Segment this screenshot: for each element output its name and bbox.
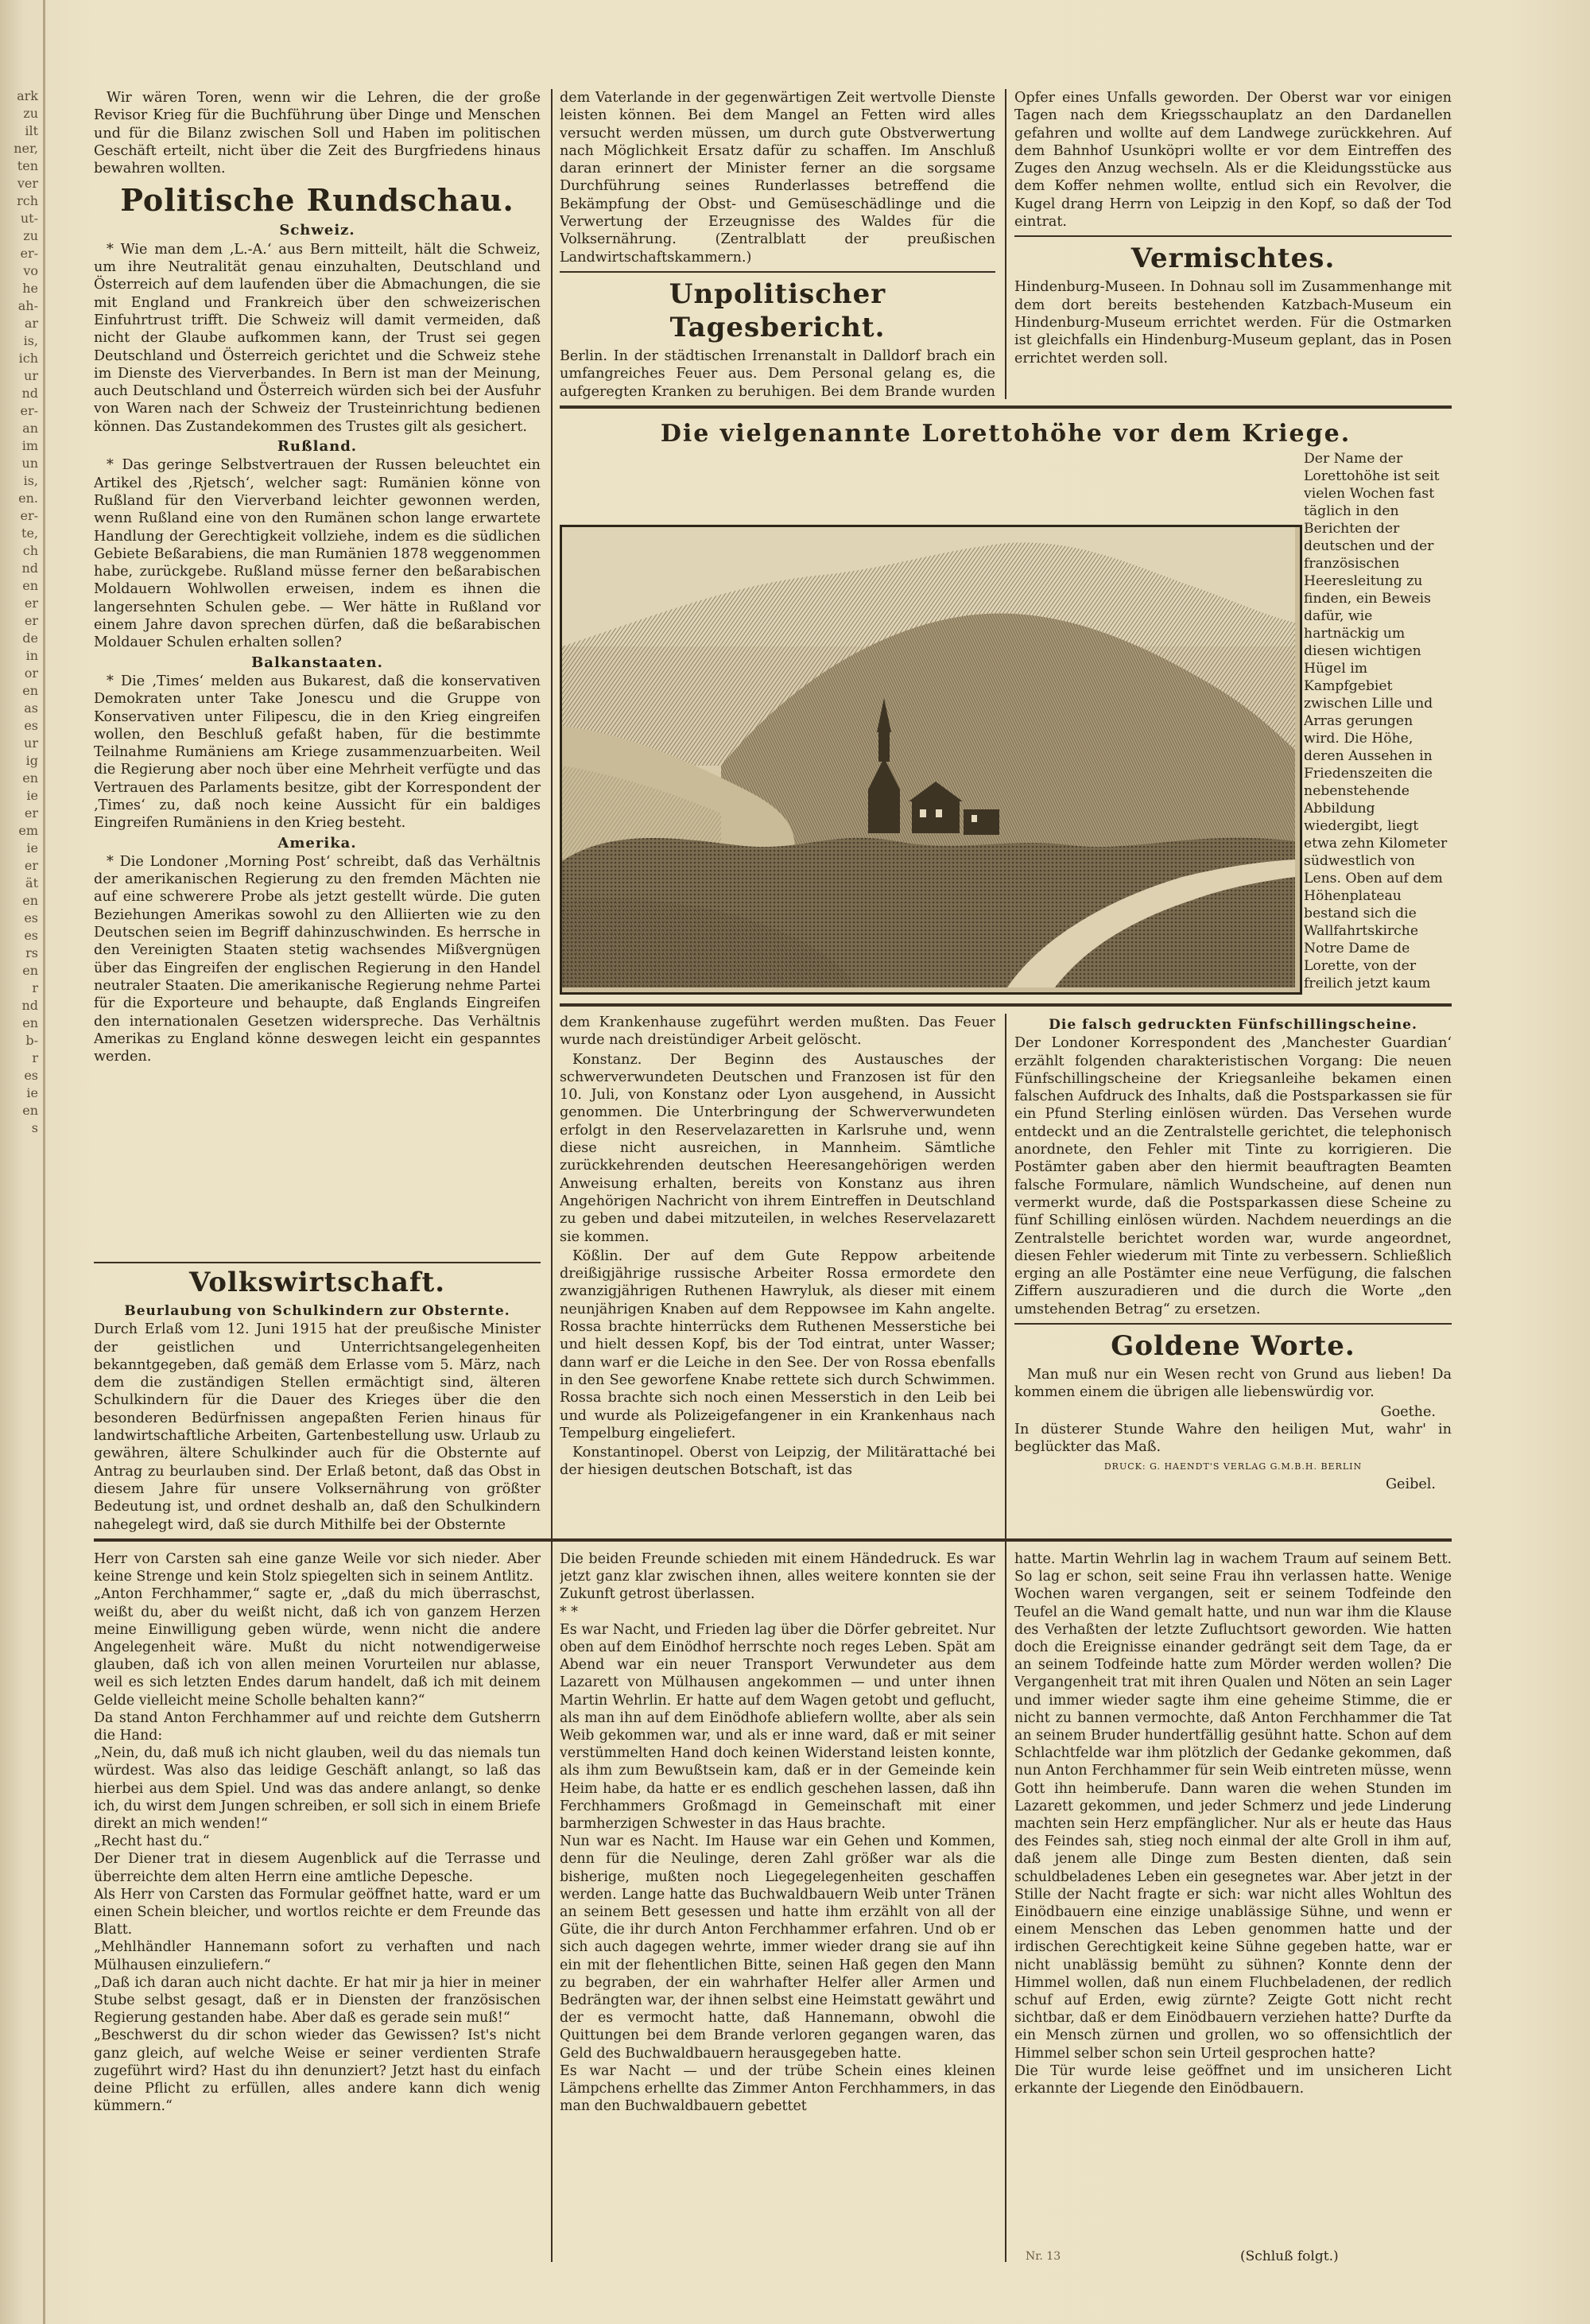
margin-fragment: r — [32, 1050, 38, 1065]
goethe-author: Goethe. — [1380, 1403, 1436, 1420]
margin-fragment: er — [24, 613, 38, 628]
margin-fragment: b- — [25, 1033, 38, 1048]
konstantinopel-continuation: Opfer eines Unfalls geworden. Der Oberst war vor einigen Tagen nach dem Kriegsschauplatz an den Dardanellen gefahren und wollte auf dem Landwege zurückkehren. Auf dem Bahnhof Usunköpri wollte er vor dem Eintreffen des Zuges den Anzug wechseln. Als er die Kleidungsstücke aus dem Koffer nehmen wollte, entlud sich ein Revolver, die Kugel drang Herrn von Leipzig in den Kopf, so daß der Tod eintrat. — [1014, 90, 1452, 231]
margin-fragment: zu — [23, 228, 38, 243]
margin-fragment: en — [22, 683, 38, 698]
facing-page-margin — [0, 0, 40, 2324]
russland-paragraph: * Das geringe Selbstvertrauen der Russen beleuchtet ein Artikel des ‚Rjetsch‘, welcher sagt: Rumänien könne von Rußland für den Vierverband leichter gewonnen werden, wenn Rußland eine von den Rumänen schon lange erwartete Handlung der Gerechtigkeit vollziehe, indem es die südlichen Gebiete Beßarabiens, die man Rumänien 1878 weggenommen habe, zurückgebe. Rußland müsse ferner den beßarabischen Moldauern Wohlwollen erweisen, indem es ihnen die langersehnten Schulen gebe. — Wer hätte in Rußland vor einem Jahre davon sprechen dürfen, daß die beßarabischen Moldauer Schulen erhalten sollen? — [94, 457, 541, 651]
column-volkswirtschaft — [94, 1266, 541, 1560]
geibel-quote: In düsterer Stunde Wahre den heiligen Mut, wahr' in beglückter das Maß. — [1014, 1421, 1452, 1456]
margin-fragment: ten — [17, 158, 38, 173]
margin-fragment: er- — [20, 246, 38, 261]
margin-fragment: en — [22, 578, 38, 593]
column-rule — [1005, 1014, 1006, 1562]
margin-fragment: im — [21, 438, 38, 453]
margin-fragment: es — [24, 1068, 38, 1083]
balkan-paragraph: * Die ‚Times‘ melden aus Bukarest, daß die konservativen Demokraten unter Take Jonescu und die Gruppe von Konservativen unter Filipescu, die in den Krieg eingreifen wollen, den Beschluß gefaßt haben, für die bestimmte Teilnahme Rumäniens am Kriege zusammenzuarbeiten. Weil die Regierung aber noch über eine Mehrheit verfügte und das Vertrauen des Parlaments besitze, gibt der Korrespondent der ‚Times‘ zu, daß noch keine Aussicht für ein baldiges Eingreifen Rumäniens in den Krieg besteht. — [94, 673, 541, 832]
margin-fragment: en. — [18, 491, 38, 506]
landscape-illustration — [562, 527, 1295, 987]
column-rule — [1005, 89, 1006, 399]
margin-fragment: es — [24, 910, 38, 925]
margin-fragment: ur — [24, 735, 38, 751]
lorettohoehe-title: Die vielgenannte Lorettohöhe vor dem Kriege. — [660, 420, 1352, 448]
margin-fragment: em — [18, 823, 38, 838]
margin-fragment: nd — [21, 561, 38, 576]
balkan-subheading: Balkanstaaten. — [251, 654, 383, 671]
schweiz-subheading: Schweiz. — [279, 222, 355, 239]
column-tagesbericht-continued — [560, 1014, 995, 1562]
margin-fragment: ah- — [17, 298, 38, 313]
margin-fragment: zu — [23, 106, 38, 121]
margin-fragment: un — [21, 456, 38, 471]
berlin-continuation: dem Krankenhause zugeführt werden mußten. Das Feuer wurde nach dreistündiger Arbeit gelöscht. — [560, 1015, 995, 1049]
margin-fragment: r — [32, 980, 38, 995]
koesslin-paragraph: Kößlin. Der auf dem Gute Reppow arbeitende dreißigjährige russische Arbeiter Rossa ermordete den zwanzigjährigen Ruthenen Hawryluk, als dieser mit einem neunjährigen Knaben auf dem Reppowsee im Kahn angelte. Rossa brachte hinterrücks dem Ruthenen Messerstiche bei und hielt dessen Kopf, bis der Tod eintrat, unter Wasser; dann warf er die Leiche in den See. Der von Rossa ebenfalls in den See geworfene Knabe rettete sich durch Schwimmen. Rossa brachte sich noch einen Messerstich in den Leib bei und wurde als Polizeigefangener in ein Krankenhaus nach Tempelburg eingeliefert. — [560, 1247, 995, 1441]
column-rule — [551, 89, 553, 1560]
printer-imprint: DRUCK: G. HAENDT'S VERLAG G.M.B.H. BERLIN — [1103, 1461, 1363, 1472]
obstverwertung-continuation: dem Vaterlande in der gegenwärtigen Zeit wertvolle Dienste leisten können. Bei dem Mangel an Fetten wird alles versucht werden müssen, um durch gute Obstverwertung nach Möglichkeit Ersatz dafür zu schaffen. Im Anschluß daran erinnert der Minister ferner an die sorgsame Durchführung seines Runderlasses betreffend die Bekämpfung der Obst- und Gemüseschädlinge und die Verwertung der Erzeugnisse des Waldes für die Volksernährung. (Zentralblatt der preußischen Landwirtschaftskammern.) — [560, 90, 995, 266]
margin-fragment: in — [25, 648, 38, 663]
margin-fragment: is, — [23, 473, 38, 488]
feuilleton-divider — [94, 1538, 1452, 1542]
margin-fragment: as — [24, 700, 38, 716]
vermischtes-heading: Vermischtes. — [1130, 242, 1336, 275]
column-fuenfschilling — [1014, 1014, 1452, 1562]
margin-fragment: s — [31, 1120, 38, 1135]
margin-fragment: is, — [23, 333, 38, 348]
margin-fragment: en — [22, 893, 38, 908]
margin-fragment: ig — [25, 753, 38, 768]
politische-rundschau-heading: Politische Rundschau. — [120, 182, 514, 219]
obsternte-paragraph: Durch Erlaß vom 12. Juni 1915 hat der preußische Minister der geistlichen und Unterrichtsangelegenheiten bekanntgegeben, daß gemäß dem Erlasse vom 5. März, nach dem die zuständigen Stellen ermächtigt sind, älteren Schulkindern für die Dauer des Krieges über die den besonderen Bedürfnissen angepaßten Ferien hinaus für landwirtschaftliche Arbeiten, Gartenbestellung usw. Urlaub zu gewähren, ältere Schulkinder auch für die Obsternte auf Antrag zu beurlauben sind. Der Erlaß betont, daß das Obst in diesem Jahre für unsere Volksernährung von größter Bedeutung ist, und ordnet deshalb an, daß den Schulkindern nahegelegt wird, daß sie durch Mithilfe bei der Obsternte — [94, 1321, 541, 1533]
konstanz-paragraph: Konstanz. Der Beginn des Austausches der schwerverwundeten Deutschen und Franzosen ist für den 10. Juli, von Konstanz oder Lyon ausgehend, in Aussicht genommen. Die Unterbringung der Schwerverwundeten erfolgt in den Reservelazaretten in Karlsruhe und, wenn diese nicht ausreichen, in Mannheim. Sämtliche zurückkehrenden deutschen Heeresangehörigen werden Anweisung erhalten, bereits von Konstanz aus ihren Angehörigen Nachricht von ihrem Eintreffen in Deutschland zu geben und dabei mitzuteilen, in welches Reservelazarett sie kommen. — [560, 1051, 995, 1245]
divider — [94, 1262, 541, 1263]
novel-column-1: Herr von Carsten sah eine ganze Weile vor sich nieder. Aber keine Strenge und kein Stolz spiegelten sich in seinem Antlitz. „Anton Ferchhammer,“ sagte er, „daß du mich überraschst, weißt du, aber du weißt nicht, daß ich von ganzem Herzen meine Einwilligung geben würde, wenn nicht die andere Angelegenheit wäre. Mußt du nicht notwendigerweise glauben, daß ich von allen meinen Vorurteilen nur ablasse, weil es sich letzten Endes darum handelt, daß ich mit deinem Gelde vielleicht meine Scholle behalten kann?“ Da stand Anton Ferchhammer auf und reichte dem Gutsherrn die Hand: „Nein, du, daß muß ich nicht glauben, weil du das niemals tun würdest. Was also das leidige Geschäft anlangt, so laß das hierbei aus dem Spiel. Und was das andere anlangt, so denke ich, du wirst dem Jungen schreiben, er soll sich in einem Briefe direkt an mich wenden!“ „Recht hast du.“ Der Diener trat in diesem Augenblick auf die Terrasse und überreichte dem alten Herrn eine amtliche Depesche. Als Herr von Carsten das Formular geöffnet hatte, ward er um einen Schein bleicher, und wortlos reichte er dem Freunde das Blatt. „Mehlhändler Hannemann sofort zu verhaften und nach Mülhausen einzuliefern.“ „Daß ich daran auch nicht dachte. Er hat mir ja hier in meiner Stube selbst gesagt, daß er in Diensten der französischen Regierung gestanden habe. Aber daß es gerade sein muß!“ „Beschwerst du dir schon wieder das Gewissen? Ist's nicht ganz gleich, auf welche Weise er seiner verdienten Strafe zugeführt wird? Hast du ihn denunziert? Jetzt hast du einfach deine Pflicht zu erfüllen, alles andere kann dich wenig kümmern.“ — [94, 1551, 541, 2115]
margin-fragment: en — [22, 1015, 38, 1030]
column-vermischtes — [1014, 89, 1452, 399]
novel-column-2: Die beiden Freunde schieden mit einem Händedruck. Es war jetzt ganz klar zwischen ihnen, alles weitere konnten sie der Zukunft getrost überlassen. * * Es war Nacht, und Frieden lag über die Dörfer gebreitet. Nur oben auf dem Einödhof herrschte noch reges Leben. Spät am Abend war ein neuer Transport Verwundeter aus dem Lazarett von Mülhausen angekommen — und unter ihnen Martin Wehrlin. Er hatte auf dem Wagen getobt und geflucht, als man ihn auf dem Einödhofe abliefern wollte, aber als sein Weib gekommen war, und als er inne ward, daß er mit seiner verstümmelten Hand doch keinen Widerstand leisten konnte, als ihm zum Bewußtsein kam, daß er in der Gemeinde kein Heim habe, da hatte er es endlich geschehen lassen, daß ihn Ferchhammers Großmagd in Gemeinschaft mit einer barmherzigen Schwester in das Haus brachte. Nun war es Nacht. Im Hause war ein Gehen und Kommen, denn für die Neulinge, deren Zahl größer war als die bisherige, mußten noch Liegegelegenheiten geschaffen werden. Lange hatte das Buchwaldbauern Weib unter Tränen an seinem Bett gesessen und hatte ihm erzählt von all der Güte, die ihr durch Anton Ferchhammer erfahren. Und ob er sich auch dagegen wehrte, immer wieder drang sie auf ihn ein mit der flehentlichen Bitte, seinen Haß gegen den Mann zu begraben, der ein wahrhafter Helfer aller Armen und Bedrängten war, der ihnen selbst eine Heimstatt gewährt und der es vermocht hatte, daß Hannemann, obwohl die Quittungen bei dem Brande verloren gegangen waren, das Geld des Buchwaldbauern herausgegeben hatte. Es war Nacht — und der trübe Schein eines kleinen Lämpchens erhellte das Zimmer Anton Ferchhammers, in das man den Buchwaldbauern gebettet — [560, 1551, 995, 2115]
margin-fragment: an — [22, 421, 38, 436]
konstantinopel-paragraph: Konstantinopel. Oberst von Leipzig, der Militärattaché bei der hiesigen deutschen Botschaft, ist das — [560, 1445, 995, 1479]
divider — [560, 405, 1452, 409]
margin-fragment: en — [22, 963, 38, 978]
lorettohoehe-engraving — [560, 525, 1302, 995]
margin-fragment: er- — [20, 508, 38, 523]
divider — [560, 1003, 1452, 1007]
margin-fragment: he — [22, 281, 38, 296]
margin-fragment: ät — [25, 875, 38, 890]
page-number: Nr. 13 — [1026, 2250, 1061, 2263]
goldene-worte-heading: Goldene Worte. — [1111, 1330, 1355, 1363]
margin-fragment: es — [24, 928, 38, 943]
amerika-paragraph: * Die Londoner ‚Morning Post‘ schreibt, daß das Verhältnis der amerikanischen Regierung zu den fremden Mächten nie auf eine schwerere Probe als jetzt gestellt würde. Die guten Beziehungen Amerikas sowohl zu den Alliierten wie zu den Deutschen seien im Begriff dahinzuschwinden. Es herrsche in den Vereinigten Staaten stetig wachsendes Mißvergnügen über das Eingreifen der englischen Regierung in den Handel neutraler Staaten. Die amerikanische Regierung nehme Partei für die Exporteure und behaupte, daß Englands Eingreifen den internationalen Gesetzen widerspreche. Das Verhältnis Amerikas zu England könne deswegen leicht ein gespanntes werden. — [94, 853, 541, 1065]
margin-fragment: ie — [26, 840, 38, 855]
margin-fragment: er — [24, 596, 38, 611]
divider — [560, 271, 995, 273]
column-rule — [551, 1550, 553, 2262]
margin-fragment: ich — [18, 351, 38, 366]
fuenfschilling-subheading: Die falsch gedruckten Fünfschillingscheine. — [1049, 1017, 1417, 1033]
amerika-subheading: Amerika. — [277, 834, 357, 852]
margin-fragment: ar — [24, 316, 38, 331]
schluss-folgt: (Schluß folgt.) — [1240, 2248, 1339, 2264]
fuenfschilling-paragraph: Der Londoner Korrespondent des ‚Manchester Guardian‘ erzählt folgenden charakteristischen Vorgang: Die neuen Fünfschillingscheine der Kriegsanleihe bekamen einen falschen Aufdruck des Inhalts, daß die Postsparkassen sie für ein Pfund Sterling einlösen würden. Das Versehen wurde entdeckt und an die Zentralstelle gerichtet, die telephonisch anordnete, den Fehler mit Tinte zu korrigieren. Die Postämter gaben aber den hiermit beauftragten Beamten falsche Formulare, nämlich Wundscheine, auf denen nun vermerkt wurde, daß die Postsparkassen diese Scheine zu fünf Schilling einlösen würden. Nachdem neuerdings an die Zentralstelle berichtet worden war, wurde angeordnet, diesen Fehler wiederum mit Tinte zu verbessern. Schließlich erging an alle Postämter eine neue Verfügung, die falschen Ziffern auszuradieren und die durch die Worte „den umstehenden Betrag“ zu ersetzen. — [1014, 1035, 1452, 1317]
volkswirtschaft-heading: Volkswirtschaft. — [188, 1267, 446, 1298]
margin-fragment: en — [22, 770, 38, 786]
margin-fragment: nd — [21, 998, 38, 1013]
gutter-shadow — [43, 0, 45, 2324]
margin-fragment: er — [24, 805, 38, 821]
tagesbericht-heading: Unpolitischer Tagesbericht. — [669, 277, 886, 343]
hindenburg-museen-paragraph: Hindenburg-Museen. In Dohnau soll im Zusammenhange mit dem dort bereits bestehenden Katzbach-Museum ein Hindenburg-Museum errichtet werden. Für die Ostmarken ist gleichfalls ein Hindenburg-Museum geplant, das in Posen errichtet werden soll. — [1014, 279, 1452, 367]
margin-fragment: or — [24, 665, 38, 681]
margin-fragment: ut- — [20, 211, 38, 226]
novel-column-3: hatte. Martin Wehrlin lag in wachem Traum auf seinem Bett. So lag er schon, seit seine Frau ihn verlassen hatte. Wenige Wochen waren vergangen, seit er seinem Todfeinde den Teufel an die Wand gemalt hatte, und nun war ihm die Klause des Verhaßten der letzte Zufluchtsort geworden. Wie hatten doch die Ereignisse einander gedrängt seit dem Tage, da er an seinem Todfeinde hatte zum Mörder werden wollen? Die Vergangenheit trat mit ihren Qualen und Nöten an sein Lager und immer wieder sagte ihm eine geheime Stimme, die er nicht zu bannen vermochte, daß Anton Ferchhammer die Tat an seinem Bruder hundertfällig gesühnt hatte. Schon auf dem Schlachtfelde war ihm plötzlich der Gedanke gekommen, daß nun Anton Ferchhammer für sein Weib eintreten müsse, wenn Gott ihn heimberufe. Dann waren die wehen Stunden im Lazarett gekommen, und jeder Schmerz und jede Linderung machten sein Herz empfänglicher. Nur als er heute das Haus des Feindes sah, stieg noch einmal der alte Groll in ihm auf, daß jenem alle Dinge zum Besten dienten, daß sein schuldbeladenes Leben ein gesegnetes war. Aber jetzt in der Stille der Nacht fragte er sich: war nicht alles Wohltun des Einödbauern eine einzige unablässige Sühne, und wenn er einem Menschen das Leben genommen hatte und der irdischen Gerechtigkeit keine Sühne gegeben hatte, war er nicht unablässig bemüht zu sühnen? Konnte denn der Himmel wollen, daß nun einem Fluchbeladenen, der redlich schuf auf Erden, ewig zürnte? Zeigte Gott nicht recht sichtbar, daß er dem Einödbauern verziehen hatte? Durfte da ein Mensch zürnen und grollen, wo so offensichtlich der Himmel selber schon sein Urteil gesprochen hatte? Die Tür wurde leise geöffnet und im unsicheren Licht erkannte der Liegende den Einödbauern. — [1014, 1551, 1452, 2097]
margin-fragment: de — [22, 630, 38, 646]
margin-fragment: es — [24, 718, 38, 733]
margin-fragment: er — [24, 858, 38, 873]
margin-fragment: ie — [26, 1085, 38, 1100]
margin-fragment: ark — [17, 88, 38, 103]
margin-fragment: ver — [17, 176, 38, 191]
lorettohoehe-caption: Der Name der Lorettohöhe ist seit vielen Wochen fast täglich in den Berichten der deutschen und der französischen Heeresleitung zu finden, ein Beweis dafür, wie hartnäckig um diesen wichtigen Hügel im Kampfgebiet zwischen Lille und Arras gerungen wird. Die Höhe, deren Aussehen in Friedenszeiten die nebenstehende Abbildung wiedergibt, liegt etwa zehn Kilometer südwestlich von Lens. Oben auf dem Höhenplateau bestand sich die Wallfahrtskirche Notre Dame de Lorette, von der freilich jetzt kaum — [1304, 451, 1448, 991]
geibel-author: Geibel. — [1386, 1476, 1436, 1492]
margin-fragment: er- — [20, 403, 38, 418]
margin-fragment: ie — [26, 788, 38, 803]
column-rule — [1005, 1550, 1006, 2262]
margin-fragment: ch — [22, 543, 38, 558]
margin-fragment: ilt — [25, 123, 38, 138]
column-tagesbericht — [560, 89, 995, 399]
margin-fragment: te, — [21, 526, 38, 541]
russland-subheading: Rußland. — [277, 438, 358, 456]
obsternte-subheading: Beurlaubung von Schulkindern zur Obsternte. — [124, 1303, 510, 1319]
berlin-paragraph: Berlin. In der städtischen Irrenanstalt in Dalldorf brach ein umfangreiches Feuer aus. Dem Personal gelang es, die aufgeregten Kranken zu beruhigen. Bei dem Brande wurden — [560, 347, 995, 399]
margin-fragment: en — [22, 1103, 38, 1118]
margin-fragment: ur — [24, 368, 38, 383]
margin-fragment: rs — [25, 945, 38, 960]
column-politics — [94, 89, 541, 1294]
divider — [1014, 235, 1452, 237]
margin-fragment: nd — [21, 386, 38, 401]
margin-fragment: ner, — [14, 141, 38, 156]
schweiz-paragraph: * Wie man dem ‚L.-A.‘ aus Bern mitteilt, hält die Schweiz, um ihre Neutralität genau einzuhalten, Deutschland und Österreich auf dem laufenden über die Abmachungen, die sie mit England und Frankreich über den schweizerischen Einfuhrtrust trifft. Die Schweiz will damit vermeiden, daß nicht der Glaube aufkommen kann, der Trust sei gegen Deutschland und Österreich gerichtet und die Schweiz stehe im Dienste des Vierverbandes. In Bern ist man der Meinung, auch Deutschland und Österreich würden sich bei der Ausfuhr von Waren nach der Schweiz der Trusteinrichtung bedienen können. Das Zustandekommen des Trustes gilt als gesichert. — [94, 241, 541, 435]
margin-fragment: rch — [17, 193, 38, 208]
margin-fragment: vo — [23, 263, 38, 278]
divider — [1014, 1323, 1452, 1325]
intro-paragraph: Wir wären Toren, wenn wir die Lehren, die der große Revisor Krieg für die Buchführung über Dinge und Menschen und für die Bilanz zwischen Soll und Haben im politischen Geschäft erteilt, nicht über die Zeit des Burgfriedens hinaus bewahren wollten. — [94, 90, 541, 177]
goethe-quote: Man muß nur ein Wesen recht von Grund aus lieben! Da kommen einem die übrigen alle liebenswürdig vor. — [1014, 1367, 1452, 1401]
